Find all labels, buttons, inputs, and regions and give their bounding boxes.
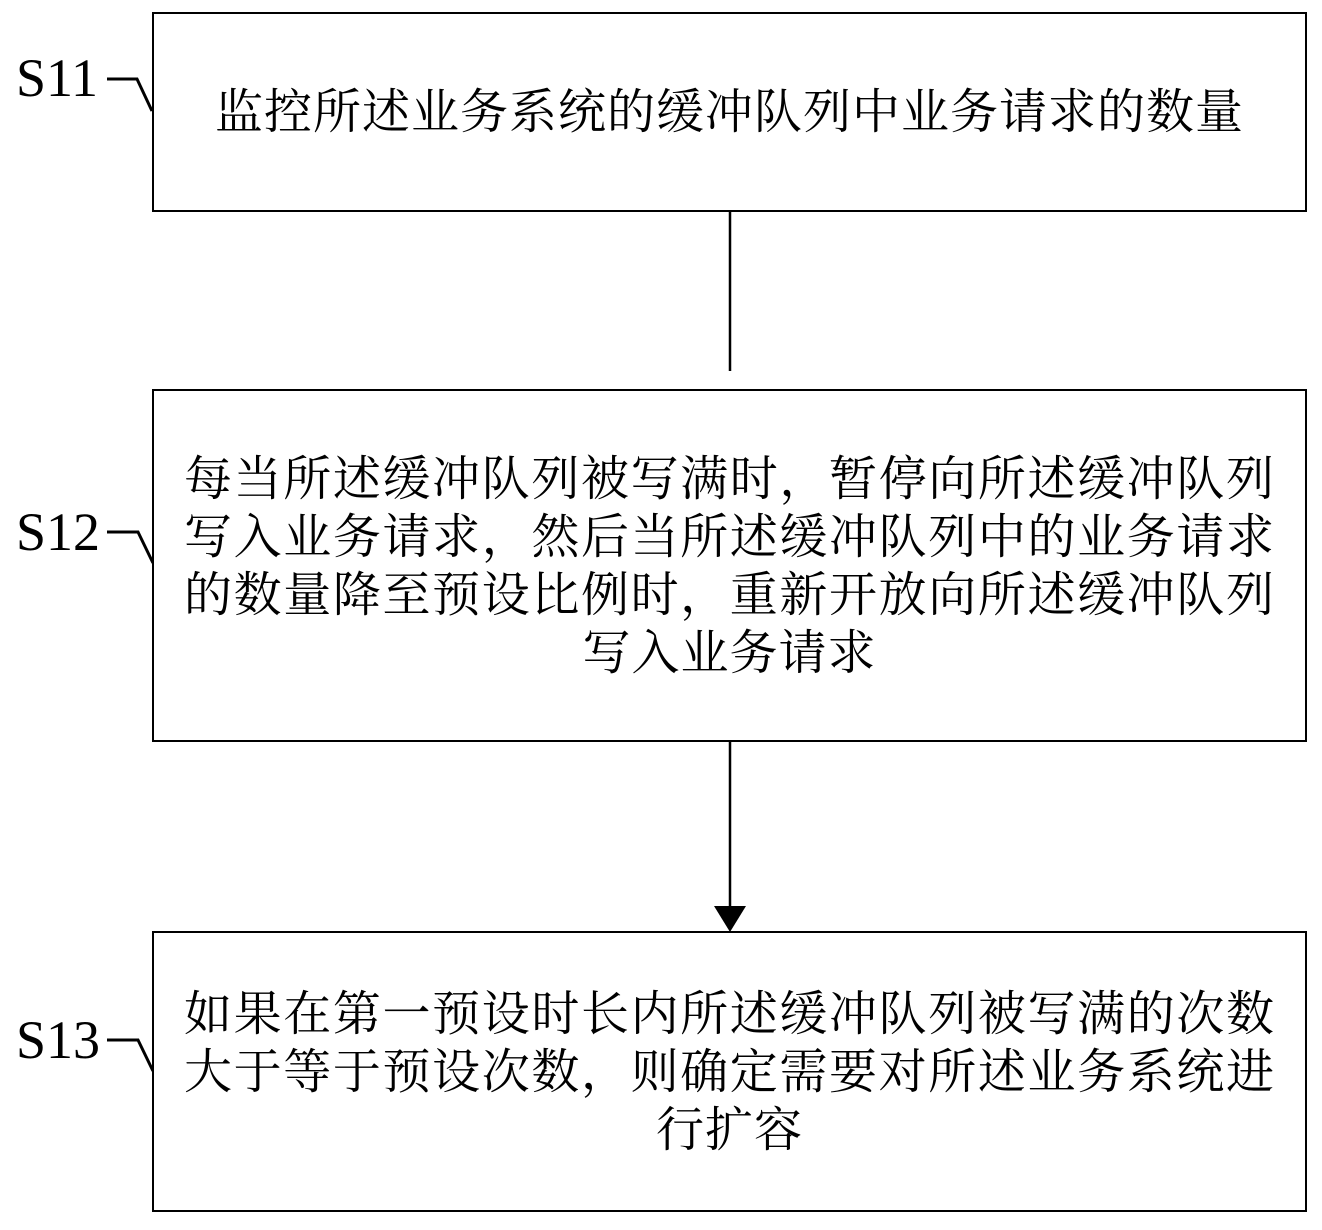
step-box-s12 — [152, 389, 1307, 742]
s11-leader-line — [107, 79, 152, 111]
arrowhead-down-icon — [714, 906, 746, 932]
step-text-s13: 如果在第一预设时长内所述缓冲队列被写满的次数大于等于预设次数，则确定需要对所述业务系统进行扩容 — [184, 985, 1275, 1158]
step-label-s11: S11 — [16, 48, 99, 108]
step-box-s13 — [152, 931, 1307, 1212]
s12-leader-line — [107, 532, 153, 563]
step-label-s13: S13 — [16, 1010, 101, 1070]
step-text-s12: 每当所述缓冲队列被写满时，暂停向所述缓冲队列写入业务请求，然后当所述缓冲队列中的业务请求的数量降至预设比例时，重新开放向所述缓冲队列写入业务请求 — [184, 450, 1275, 681]
step-box-s11 — [152, 12, 1307, 212]
s13-leader-line — [107, 1040, 153, 1071]
step-label-s12: S12 — [16, 502, 101, 562]
step-text-s11: 监控所述业务系统的缓冲队列中业务请求的数量 — [214, 84, 1244, 140]
